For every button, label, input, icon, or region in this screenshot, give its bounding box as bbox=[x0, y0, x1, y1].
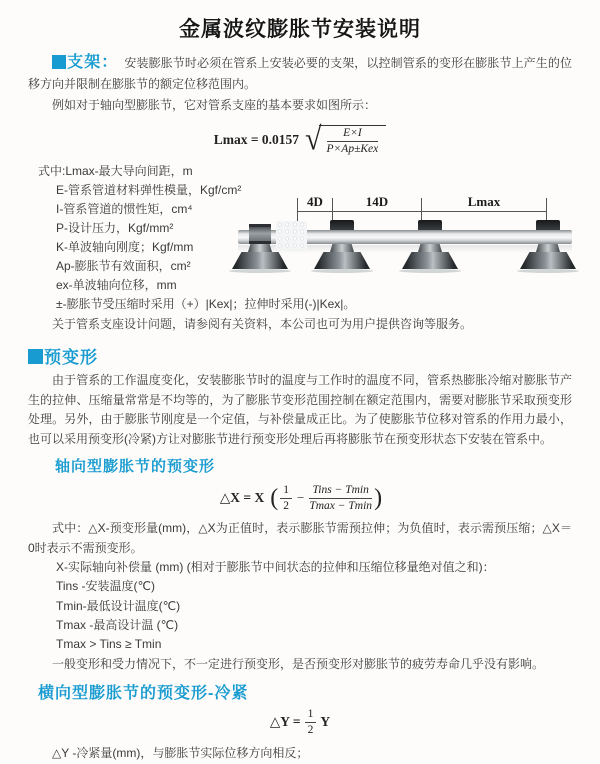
fraction-one-half bbox=[280, 484, 292, 513]
fraction-numerator: Tins − Tmin bbox=[309, 484, 372, 499]
predeform-heading-text: 预变形 bbox=[44, 348, 98, 367]
sqrt-expression bbox=[305, 121, 386, 158]
consult-note: 关于管系支座设计问题，请参阅有关资料，本公司也可为用户提供咨询等服务。 bbox=[52, 317, 473, 331]
fraction-one-half bbox=[305, 708, 317, 737]
definition-line: E-管系管道材料弹性模量，Kgf/cm² bbox=[56, 183, 242, 197]
fraction-numerator: 1 bbox=[305, 708, 317, 723]
open-paren: ( bbox=[270, 485, 279, 511]
support-intro-text: 安装膨胀节时必须在管系上安装必要的支架，以控制管系的变形在膨胀节上产生的位移方向并限制在膨胀节的额定位移范围内。 bbox=[28, 56, 572, 91]
dimension-label-lmax: Lmax bbox=[467, 194, 501, 209]
support-shadow bbox=[229, 269, 291, 273]
definition-line: X-实际轴向补偿量 (mm) (相对于膨胀节中间状态的拉伸和压缩位移量绝对值之和)： bbox=[56, 560, 495, 574]
guide-clamp-icon bbox=[330, 220, 354, 230]
formula-lmax bbox=[0, 123, 600, 157]
fraction bbox=[319, 125, 387, 156]
saddle-support-icon bbox=[520, 252, 576, 269]
saddle-support-icon bbox=[402, 252, 458, 269]
formula-dx-lhs: △X = X bbox=[219, 490, 265, 505]
subsection-title-lateral: 横向型膨胀节的预变形-冷紧 bbox=[38, 685, 249, 703]
formula-delta-y bbox=[0, 707, 600, 737]
support-neck bbox=[248, 244, 272, 252]
fraction-denominator: 2 bbox=[283, 499, 289, 512]
definition-line: ex-单波轴向位移，mm bbox=[56, 278, 177, 292]
page-title: 金属波纹膨胀节安装说明 bbox=[179, 18, 421, 41]
dimension-label-14d: 14D bbox=[365, 194, 389, 209]
definition-line: Ap-膨胀节有效面积，cm² bbox=[56, 259, 191, 273]
support-neck bbox=[536, 244, 560, 252]
fraction-temperature bbox=[309, 484, 372, 513]
definition-line: K-单波轴向刚度；Kgf/mm bbox=[56, 240, 194, 254]
support-intro-paragraph bbox=[28, 52, 572, 95]
bellows-expansion-joint-icon bbox=[276, 221, 307, 249]
dimension-label-4d: 4D bbox=[307, 194, 323, 209]
fraction-denominator: P×Ap±Kex bbox=[326, 142, 379, 155]
formula-dy-lhs: △Y = bbox=[269, 714, 301, 730]
support-shadow bbox=[517, 269, 579, 273]
guide-clamp-icon bbox=[418, 220, 442, 230]
definition-line: Tmax -最高设计温 (℃) bbox=[56, 617, 179, 632]
section-bullet-square-icon bbox=[52, 55, 66, 69]
support-neck bbox=[418, 244, 442, 252]
anchor-support-icon bbox=[249, 224, 271, 244]
definition-line: Tins -安装温度(℃) bbox=[56, 579, 156, 594]
close-paren: ) bbox=[374, 485, 383, 511]
minus-sign: − bbox=[297, 490, 305, 505]
fraction-numerator: E×I bbox=[327, 127, 379, 142]
axial-closing-line: 一般变形和受力情况下，不一定进行预变形，是否预变形对膨胀节的疲劳寿命几乎没有影响。 bbox=[52, 657, 545, 672]
predeform-paragraph: 由于管系的工作温度变化，安装膨胀节时的温度与工作时的温度不同，管系热膨胀冷缩对膨胀节产生的拉伸、压缩量常常是不均等的，为了膨胀节变形范围控制在额定范围内，需要对膨胀节采取预变形处理。另外，由于膨胀节刚度是一个定值，与补偿量成正比。为了使膨胀节位移对管系的作用力最小，也可以采用预变形(冷紧)方让对膨胀节进行预变形处理后再将膨胀节在预变形状态下安装在管系中。 bbox=[28, 373, 572, 446]
lateral-note: △Y -冷紧量(mm)，与膨胀节实际位移方向相反； bbox=[52, 746, 309, 761]
definition-line: P-设计压力，Kgf/mm² bbox=[56, 221, 174, 235]
support-shadow bbox=[399, 269, 461, 273]
subsection-title-axial: 轴向型膨胀节的预变形 bbox=[55, 458, 216, 475]
fraction-denominator: Tmax − Tmin bbox=[309, 499, 373, 512]
guide-clamp-icon bbox=[536, 220, 560, 230]
formula-delta-x bbox=[0, 480, 600, 516]
axial-definitions-list bbox=[0, 558, 600, 654]
support-spacing-diagram bbox=[238, 193, 598, 288]
dimension-line bbox=[297, 211, 547, 212]
saddle-support-icon bbox=[232, 252, 288, 269]
definition-line: I-管系管道的惯性矩，cm⁴ bbox=[56, 202, 193, 216]
axial-note: 式中：△X-预变形量(mm)，△X为正值时，表示膨胀节需预拉伸；为负值时，表示需预压缩；△X＝0时表示不需预变形。 bbox=[28, 521, 572, 555]
section-title-support: 支架： bbox=[67, 54, 119, 71]
radical-sign-icon: √ bbox=[305, 121, 322, 158]
definition-line: 式中:Lmax-最大导向间距，m bbox=[38, 164, 193, 178]
section-title-predeform bbox=[28, 343, 572, 368]
section-bullet-square-icon bbox=[28, 349, 43, 364]
support-shadow bbox=[311, 269, 373, 273]
saddle-support-icon bbox=[314, 252, 370, 269]
formula-dy-rhs: Y bbox=[320, 714, 331, 730]
support-neck bbox=[330, 244, 354, 252]
fraction-denominator: 2 bbox=[307, 723, 314, 736]
fraction-numerator: 1 bbox=[280, 484, 292, 499]
definition-line: Tmin-最低设计温度(℃) bbox=[56, 598, 181, 613]
definition-line: Tmax > Tins ≥ Tmin bbox=[56, 637, 162, 652]
definition-line: ±-膨胀节受压缩时采用（+）|Kex|；拉伸时采用(-)|Kex|。 bbox=[56, 297, 356, 311]
formula-lmax-lhs: Lmax = 0.0157 bbox=[213, 132, 300, 147]
support-example-line: 例如对于轴向型膨胀节，它对管系支座的基本要求如图所示： bbox=[52, 98, 377, 112]
